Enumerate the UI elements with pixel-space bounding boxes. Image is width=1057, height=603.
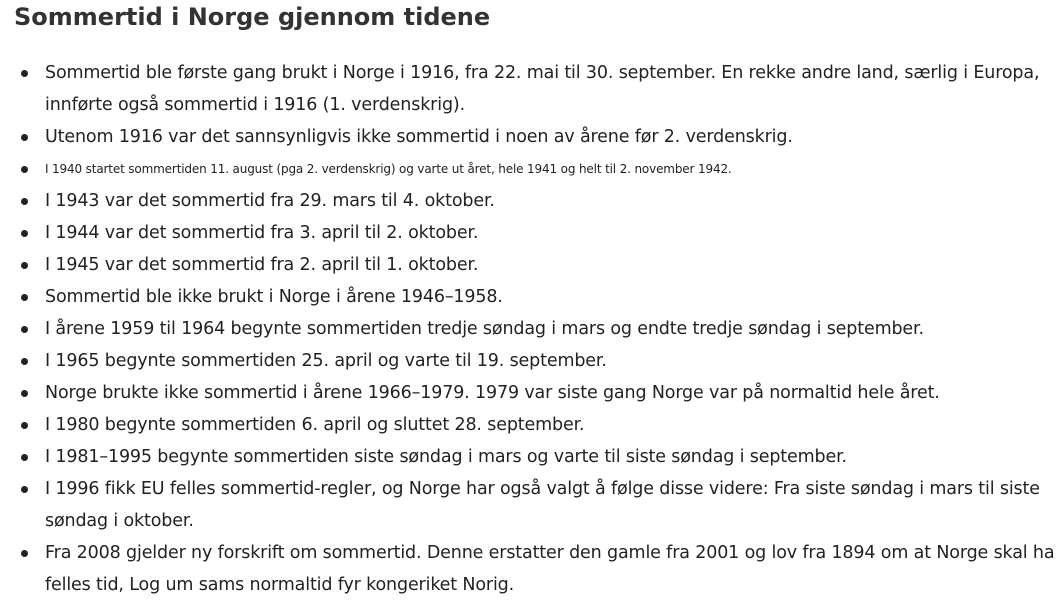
list-item xyxy=(0,345,1057,377)
list-item-text: I 1945 var det sommertid fra 2. april til 1. oktober. xyxy=(45,255,479,275)
list-item-text: I årene 1959 til 1964 begynte sommertiden tredje søndag i mars og endte tredje søndag i september. xyxy=(45,319,924,339)
bullet-icon xyxy=(21,422,28,429)
bullet-icon xyxy=(21,454,28,461)
list-item-text: I 1940 startet sommertiden 11. august (pga 2. verdenskrig) og varte ut året, hele 1941 og helt til 2. november 1942. xyxy=(45,162,732,176)
list-item xyxy=(0,441,1057,473)
list-item-text: I 1944 var det sommertid fra 3. april til 2. oktober. xyxy=(45,223,479,243)
list-item-text: Sommertid ble ikke brukt i Norge i årene 1946–1958. xyxy=(45,287,503,307)
bullet-icon xyxy=(21,326,28,333)
bullet-icon xyxy=(21,358,28,365)
list-item-text: I 1980 begynte sommertiden 6. april og sluttet 28. september. xyxy=(45,415,585,435)
list-item xyxy=(0,249,1057,281)
bullet-icon xyxy=(21,166,28,173)
list-item-text: Utenom 1916 var det sannsynligvis ikke sommertid i noen av årene før 2. verdenskrig. xyxy=(45,127,793,147)
list-item xyxy=(0,281,1057,313)
list-item-text: Norge brukte ikke sommertid i årene 1966–1979. 1979 var siste gang Norge var på normaltid hele året. xyxy=(45,383,940,403)
bullet-icon xyxy=(21,198,28,205)
bullet-icon xyxy=(21,262,28,269)
list-item xyxy=(0,217,1057,249)
list-item xyxy=(0,121,1057,153)
list-item xyxy=(0,57,1057,121)
list-item-text: I 1965 begynte sommertiden 25. april og varte til 19. september. xyxy=(45,351,607,371)
list-item-text: I 1996 fikk EU felles sommertid-regler, og Norge har også valgt å følge disse videre: Fra siste søndag i mars til siste søndag i oktober. xyxy=(45,479,1040,531)
bullet-icon xyxy=(21,550,28,557)
list-item-text: I 1943 var det sommertid fra 29. mars til 4. oktober. xyxy=(45,191,495,211)
list-item xyxy=(0,537,1057,601)
list-item xyxy=(0,409,1057,441)
bullet-icon xyxy=(21,134,28,141)
list-item-text: Sommertid ble første gang brukt i Norge i 1916, fra 22. mai til 30. september. En rekke andre land, særlig i Europa, innførte også sommertid i 1916 (1. verdenskrig). xyxy=(45,63,1040,115)
list-item xyxy=(0,185,1057,217)
page-title: Sommertid i Norge gjennom tidene xyxy=(14,3,491,31)
summer-time-history-list xyxy=(0,57,1057,601)
list-item xyxy=(0,153,1057,185)
bullet-icon xyxy=(21,70,28,77)
bullet-icon xyxy=(21,230,28,237)
bullet-icon xyxy=(21,486,28,493)
list-item-text: Fra 2008 gjelder ny forskrift om sommertid. Denne erstatter den gamle fra 2001 og lov fra 1894 om at Norge skal ha felles tid, Log um sams normaltid fyr kongeriket Norig. xyxy=(45,543,1055,595)
list-item xyxy=(0,473,1057,537)
bullet-icon xyxy=(21,294,28,301)
list-item xyxy=(0,313,1057,345)
list-item-text: I 1981–1995 begynte sommertiden siste søndag i mars og varte til siste søndag i september. xyxy=(45,447,847,467)
list-item xyxy=(0,377,1057,409)
bullet-icon xyxy=(21,390,28,397)
